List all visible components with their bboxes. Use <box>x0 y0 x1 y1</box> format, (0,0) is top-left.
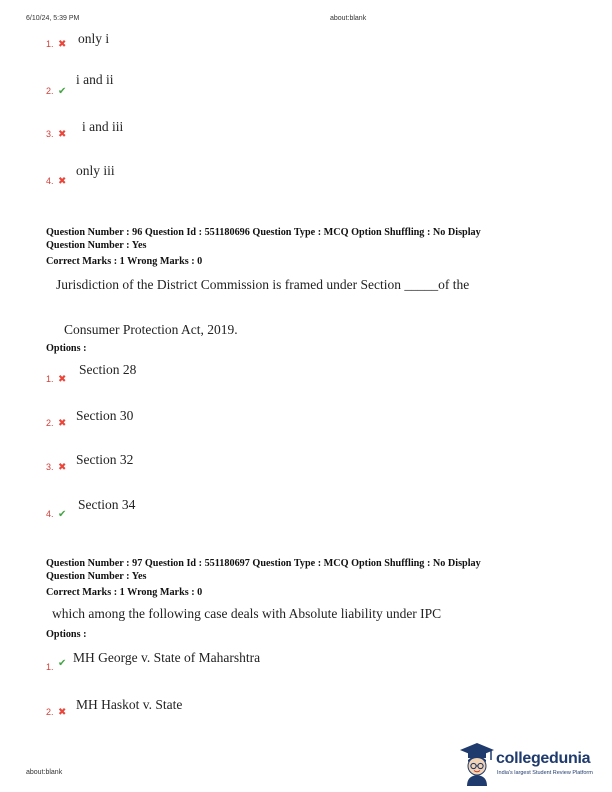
option-number: 4. <box>46 176 54 186</box>
option-number: 1. <box>46 39 54 49</box>
q96-options-label: Options : <box>46 343 87 354</box>
q96-meta: Question Number : 96 Question Id : 551180696 Question Type : MCQ Option Shuffling : No Display <box>46 227 481 238</box>
option-number: 3. <box>46 129 54 139</box>
option-number: 4. <box>46 509 54 519</box>
prev-option-2-text: i and ii <box>76 72 114 87</box>
prev-option-3-text: i and iii <box>82 119 124 134</box>
q97-marks: Correct Marks : 1 Wrong Marks : 0 <box>46 587 203 598</box>
q96-question-text-2: Consumer Protection Act, 2019. <box>64 322 238 337</box>
option-number: 3. <box>46 462 54 472</box>
q97-question-text: which among the following case deals with Absolute liability under IPC <box>52 606 442 621</box>
q97-meta: Question Number : 97 Question Id : 551180697 Question Type : MCQ Option Shuffling : No Display <box>46 558 481 569</box>
q96-marks: Correct Marks : 1 Wrong Marks : 0 <box>46 256 203 267</box>
graduate-mascot-icon <box>458 738 496 786</box>
prev-option-1-text: only i <box>78 31 110 46</box>
cross-icon: ✖ <box>58 374 67 385</box>
check-icon: ✔ <box>58 86 67 97</box>
option-number: 2. <box>46 418 54 428</box>
cross-icon: ✖ <box>58 462 67 473</box>
cross-icon: ✖ <box>58 176 67 187</box>
print-timestamp: 6/10/24, 5:39 PM <box>26 15 80 22</box>
q97-option-1-text: MH George v. State of Maharshtra <box>73 650 261 665</box>
option-number: 2. <box>46 707 54 717</box>
q96-option-3-text: Section 32 <box>76 452 134 467</box>
option-number: 2. <box>46 86 54 96</box>
q97-option-2-text: MH Haskot v. State <box>76 697 183 712</box>
q96-question-text: Jurisdiction of the District Commission is framed under Section _____of the <box>56 277 470 292</box>
q96-option-2-text: Section 30 <box>76 408 134 423</box>
brand-tagline: India's largest Student Review Platform <box>497 770 593 776</box>
option-number: 1. <box>46 374 54 384</box>
brand-name: collegedunia <box>496 750 591 767</box>
cross-icon: ✖ <box>58 39 67 50</box>
option-number: 1. <box>46 662 54 672</box>
cross-icon: ✖ <box>58 418 67 429</box>
q97-meta-2: Question Number : Yes <box>46 571 147 582</box>
q96-option-4-text: Section 34 <box>78 497 136 512</box>
check-icon: ✔ <box>58 658 67 669</box>
cross-icon: ✖ <box>58 707 67 718</box>
q97-options-label: Options : <box>46 629 87 640</box>
check-icon: ✔ <box>58 509 67 520</box>
footer-url: about:blank <box>26 769 63 776</box>
q96-option-1-text: Section 28 <box>79 362 137 377</box>
q96-meta-2: Question Number : Yes <box>46 240 147 251</box>
cross-icon: ✖ <box>58 129 67 140</box>
collegedunia-logo <box>458 738 608 788</box>
print-url: about:blank <box>330 15 367 22</box>
prev-option-4-text: only iii <box>76 163 115 178</box>
